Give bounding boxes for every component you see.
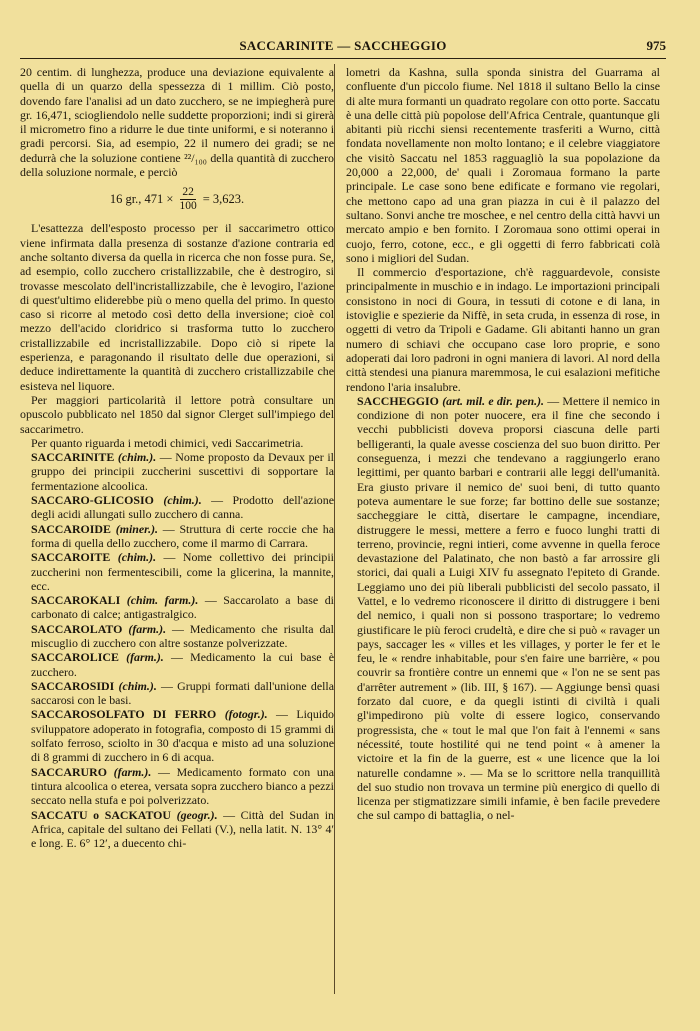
entry-abbrev: (chim. farm.). [126, 593, 199, 608]
dictionary-entry [20, 522, 334, 551]
entry-headword: SACCAROLATO [31, 621, 123, 636]
entry-headword: SACCAROITE [31, 550, 111, 565]
entry-text: — Città del Sudan in Africa, capitale del sultano dei Fellati (V.), nella latit. N. 13° 4′ e long. E. 6° 12′, a duecento chi- [31, 807, 334, 851]
dictionary-entry [20, 679, 334, 708]
paragraph: lometri da Kashna, sulla sponda sinistra del Guarrama al confluente d'un piccolo fiume. Nel 1818 il sultano Bello la cinse di alte mura formanti un quadrato regolare con otto porte. Saccatu è una delle città più popolose dell'Africa Centrale, quantunque gli abitanti più ricchi siensi recentemente trasferiti a Wurno, città fondata novellamente non molto lontano; e il celebre viaggiatore che visitò Saccatu nel 1853 ragguagliò la sua popolazione da 20,000 a 22,000, de' quali i Zoromaua formano la parte principale. Le case sono bene edificate e formano vie regolari, che mettono capo ad una gran piazza in cui è il palazzo del sultano. Sonvi anche tre moschee, e nel centro della città havvi un mercato ampio e ben fornito. I Zoromaua sono ottimi operai in cuojo, ferro, cotone, ecc., e gli oggetti di ferro fabbricati colà sono i migliori del Sudan. [346, 65, 661, 265]
entry-headword: SACCAROKALI [31, 593, 121, 608]
entry-headword: SACCHEGGIO [357, 393, 439, 408]
dictionary-entry [20, 493, 334, 522]
paragraph: Per maggiori particolarità il lettore potrà consultare un opuscolo pubblicato nel 1850 dal signor Clerget sull'impiego del saccarimetro. [20, 392, 334, 436]
entry-text: — Medicamento che risulta dal miscuglio di zucchero con altre sostanze polverizzate. [31, 621, 334, 650]
entry-abbrev: (farm.). [126, 650, 164, 665]
formula [20, 181, 334, 217]
entry-text: — Mettere il nemico in condizione di non poter nuocere, era il fine che secondo i vecchi pubblicisti doveva proporsi ciascuna delle parti belligeranti, la quale avesse coscienza del suo buon diritto. Per conseguenza, i mezzi che tendevano a raggiungerlo erano legittimi, per quanto barbari e contrarii alle leggi dell'umanità. Era giusto privare il nemico de' suoi beni, di tutto quanto poteva aumentare le sue forze; far bottino delle sue sostanze; saccheggiare le città, disertare le campagne, incendiare, distruggere le messi, mettere a ferro e fuoco lunghi tratti di terreno, provincie, regni intieri, come avvenne in quella feroce devastazione del Palatinato, che non bastò a far arrossire gli storici, dai quali a Luigi XIV fu assegnato l'epiteto di Grande. Leggiamo uno dei più liberali pubblicisti del secolo passato, il Vattel, e lo vedremo riconoscere il diritto di distruggere i beni del nemico, i quali non si possono trasportare; lo vedremo giustificare le più feroci crudeltà, e dire che si può « ravager un pays, saccager les « villes et les villages, y porter le fer et le feu, le « rendre inhabitable, pour s'en faire une barrière, « pou couvrir sa frontière contre un ennemi que « l'on ne se sent pas d'arrêter autrement » (lib. III, § 167). — Aggiunge bensì quasi forzato dal cuore, e da quegli istinti di civiltà i quali gl'impedirono più volte di essere logico, conservando progressista, che « tout le mal que l'on fait à l'ennemi « sans nécessité, toute hostilité qui ne tend point « à amener la victoire et la fin de la guerre, est « une licence que la loi naturelle condamne ». — Ma se lo scrittore nella tranquillità del suo studio non trovava un termine più energico di quello di licenza per stigmatizzare simili infamie, è ben facile prevedere che sul campo di battaglia, o nel- [357, 393, 660, 823]
entry-text: — Medicamento formato con una tintura alcoolica o eterea, versata sopra zucchero bianco a pezzi seccato nella stufa e poi polverizzato. [31, 764, 334, 808]
dictionary-entry [20, 707, 334, 764]
dictionary-entry [20, 593, 334, 622]
dictionary-entry [20, 450, 334, 493]
entry-abbrev: (art. mil. e dir. pen.). [442, 393, 545, 408]
entry-headword: SACCARINITE [31, 450, 115, 465]
entry-headword: SACCAROLICE [31, 650, 119, 665]
paragraph: Il commercio d'esportazione, ch'è ragguardevole, consiste principalmente in muschio e in indago. Le importazioni principali consistono in noci di Goura, in tessuti di cotone e di lana, in istoviglie e spezierie da Niffè, in seta cruda, in essenza di rose, in oggetti di vetro da Tripoli e Gadame. Gli abitanti hanno un gran numero di schiavi che occupano case loro proprie, e sono adoperati dai loro padroni in ogni maniera di lavori. Al nord della città stendesi una pianura maremmosa, le cui esalazioni mefitiche rendono l'aria insalubre. [346, 265, 660, 394]
entry-headword: SACCARURO [31, 764, 107, 779]
entry-abbrev: (farm.). [128, 621, 167, 636]
dictionary-entry [20, 550, 334, 593]
paragraph: 20 centim. di lunghezza, produce una deviazione equivalente a quella di un quarzo della spessezza di 1 millim. Ciò posto, dovendo fare l'analisi ad un dato zucchero, se ne impiegherà pure gr. 16,471, sciogliendolo nelle suddette proporzioni; indi si girerà il micrometro fino a ridurre le due tinte uniformi, e si noteranno i gradi percorsi. Sia, ad esempio, 22 il numero dei gradi; se ne dedurrà che la soluzione contiene ²²/₁₀₀ della quantità di zucchero della soluzione normale, e perciò [20, 65, 334, 180]
entry-headword: SACCARO-GLICOSIO [31, 493, 154, 508]
formula-rhs: = 3,623. [202, 192, 245, 207]
column-divider [334, 64, 335, 994]
page-number: 975 [646, 38, 666, 53]
dictionary-entry [20, 622, 334, 651]
formula-fraction [177, 186, 198, 213]
fraction-denominator: 100 [179, 199, 197, 212]
entry-headword: SACCAROSIDI [31, 678, 115, 693]
formula-lhs: 16 gr., 471 × [109, 192, 174, 207]
fraction-numerator: 22 [182, 185, 194, 198]
running-header [20, 38, 666, 56]
entry-abbrev: (chim.). [117, 450, 157, 465]
paragraph: L'esattezza dell'esposto processo per il saccarimetro ottico viene infirmata dalla presenza di sostanze d'azione contraria ed anche soltanto diversa da quella in ricerca che non fosse pura. Se, ad esempio, collo zucchero cristallizzabile, che è destrogiro, si trovasse mescolato dell'incristallizzabile, che è levogiro, l'azione di quest'ultimo eliderebbe più o meno quella del primo. In questo caso si ricorre al metodo così detto della inversione; cioè col mezzo dell'acido cloridrico si trasforma tutto lo zucchero cristallizzabile ed incristallizzabile. Dopo ciò si ripete la esperienza, e paragonando il risultato delle due operazioni, si deduce indirettamente la quantità di zucchero cristallizzabile che esisteva nel liquore. [20, 221, 334, 393]
entry-headword: SACCATU o SACKATOU [31, 807, 172, 822]
entry-text: — Liquido sviluppatore adoperato in fotografia, composto di 15 grammi di solfato ferroso, sciolto in 30 d'acqua e misto ad una soluzione di 8 grammi di zucchero in 6 di acqua. [31, 707, 334, 765]
entry-headword: SACCAROIDE [31, 521, 111, 536]
running-title: SACCARINITE — SACCHEGGIO [239, 38, 447, 53]
entry-text: — Gruppi formati dall'unione della saccarosi con le basi. [31, 678, 334, 708]
entry-headword: SACCAROSOLFATO DI FERRO [31, 707, 217, 722]
entry-abbrev: (chim.). [117, 550, 157, 565]
dictionary-entries [20, 450, 334, 850]
paragraph: Per quanto riguarda i metodi chimici, vedi Saccarimetria. [31, 435, 304, 450]
entry-abbrev: (geogr.). [176, 807, 218, 822]
entry-abbrev: (farm.). [113, 764, 152, 779]
dictionary-entry [346, 394, 660, 823]
entry-text: — Nome proposto da Devaux per il gruppo dei principii zuccherini suscettivi di sopportare la fermentazione alcoolica. [31, 450, 334, 493]
right-column [346, 65, 660, 823]
header-rule [20, 58, 666, 59]
dictionary-entry [20, 765, 334, 808]
entry-text: — Nome collettivo dei principii zuccherini non fermentescibili, come la glicerina, la mannite, ecc. [31, 550, 334, 593]
entry-abbrev: (chim.). [163, 493, 202, 508]
entry-text: — Prodotto dell'azione degli acidi allungati sullo zucchero di canna. [31, 493, 334, 522]
entry-text: — Medicamento la cui base è zucchero. [31, 650, 334, 679]
entry-abbrev: (fotogr.). [224, 707, 268, 722]
entry-abbrev: (miner.). [115, 521, 159, 536]
entry-abbrev: (chim.). [118, 678, 157, 693]
left-column [20, 65, 334, 850]
dictionary-entry [20, 808, 334, 851]
dictionary-entry [20, 650, 334, 679]
entry-text: — Struttura di certe roccie che ha forma di quella dello zucchero, come il marmo di Carrara. [31, 521, 335, 550]
entry-text: — Saccarolato a base di carbonato di calce; antigastralgico. [31, 593, 334, 622]
